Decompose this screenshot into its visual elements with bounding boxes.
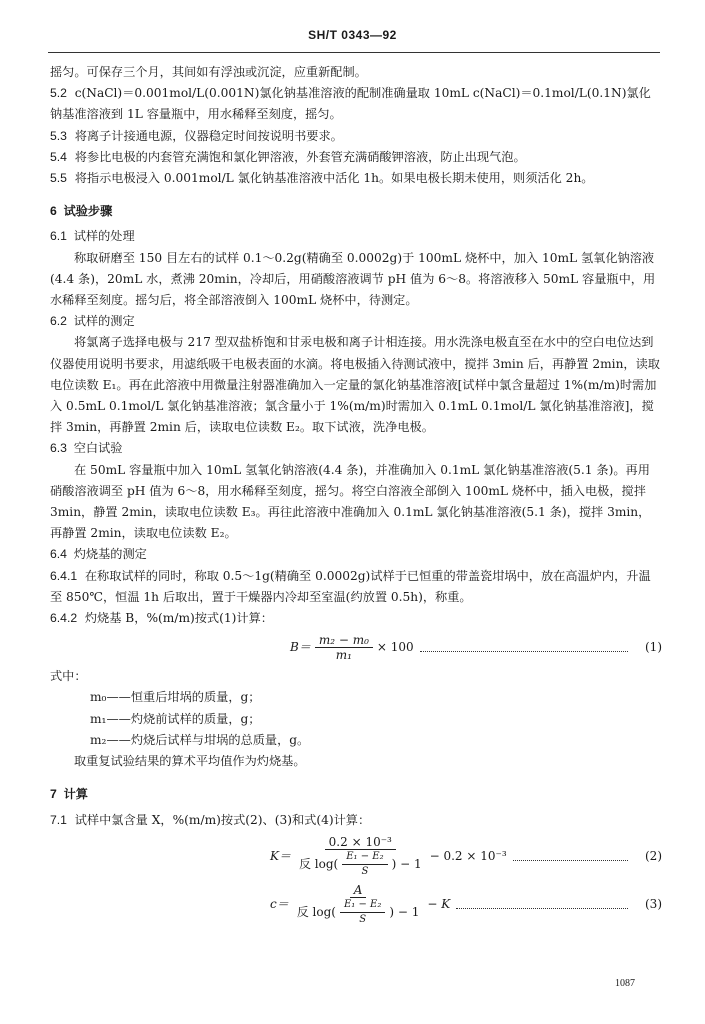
section-number: 6 <box>50 204 57 219</box>
antilog-prefix: 反 log( <box>296 905 336 920</box>
clause-number: 5.3 <box>50 128 67 143</box>
clause-6-2-text: 将氯离子选择电极与 217 型双盐桥饱和甘汞电极和离子计相连接。用水洗涤电极直至在水中的空白电位达到仪器使用说明书要求，用滤纸吸干电极表面的水滴。将电极插入待测试液中，搅拌 3min 后，再静置 2min，读取电位读数 E₁。再在此溶液中用微量注射器准确加入一定量的氯化钠基准溶液[试样中氯含量超过 1%(m/m)时需加入 0.5mL 0.1mol/L 氯化钠基准溶液；氯含量小于 1%(m/m)时需加入 0.1mL 0.1mol/L 氯化钠基准溶液]，搅拌 3min，再静置 2min 后，读取电位读数 E₂。取下试液，洗净电极。 <box>50 335 660 435</box>
inner-denominator: S <box>359 913 367 925</box>
leader-dots <box>513 860 628 861</box>
formula-3 <box>50 883 662 927</box>
denominator-suffix: ) − 1 <box>391 857 422 872</box>
page-number: 1087 <box>615 978 635 989</box>
clause-number: 6.3 <box>50 441 67 456</box>
formula-2 <box>50 835 662 879</box>
formula-lhs: c＝ <box>270 897 289 912</box>
denominator-suffix: ) − 1 <box>389 905 420 920</box>
clause-6-4-1 <box>50 566 662 608</box>
clause-6-4-heading <box>50 544 662 565</box>
formula-numerator: A <box>350 883 367 898</box>
inner-fraction <box>340 898 385 927</box>
conclusion-text: 取重复试验结果的算术平均值作为灼烧基。 <box>74 754 306 769</box>
clause-6-1-text: 称取研磨至 150 目左右的试样 0.1～0.2g(精确至 0.0002g)于 100mL 烧杯中，加入 10mL 氢氧化钠溶液(4.4 条)，20mL 水，煮沸 20min，冷却后，用硝酸溶液调节 pH 值为 6～8。将溶液移入 50mL 容量瓶中，用水稀释至刻度。摇匀后，将全部溶液倒入 100mL 烧杯中，待测定。 <box>50 250 656 308</box>
section-6-heading <box>50 201 662 222</box>
equation-number: (1) <box>645 640 662 655</box>
where-label: 式中： <box>50 669 87 684</box>
section-title: 试验步骤 <box>63 204 113 219</box>
document-body <box>50 62 662 931</box>
formula-suffix: − K <box>427 897 451 912</box>
clause-number: 5.5 <box>50 171 67 186</box>
formula-lhs: K＝ <box>270 849 291 864</box>
clause-6-4-2 <box>50 608 662 629</box>
clause-title: 空白试验 <box>73 441 123 456</box>
inner-fraction <box>342 850 387 879</box>
formula-numerator: m₂ − m₀ <box>315 633 373 648</box>
clause-title: 灼烧基的测定 <box>73 547 147 562</box>
clause-text: 将离子计接通电源，仪器稳定时间按说明书要求。 <box>74 128 343 143</box>
clause-text: 灼烧基 B，%(m/m)按式(1)计算： <box>84 611 273 626</box>
equation-number: (3) <box>645 897 662 912</box>
section-title: 计算 <box>63 787 88 802</box>
inner-numerator: E₁ − E₂ <box>342 850 387 865</box>
where-item-m2: m₂——灼烧后试样与坩埚的总质量，g。 <box>90 732 310 747</box>
formula-numerator: 0.2 × 10⁻³ <box>325 835 396 850</box>
formula-denominator: m₁ <box>335 648 352 663</box>
formula-fraction <box>295 835 426 879</box>
clause-number: 5.2 <box>50 86 67 101</box>
section-number: 7 <box>50 787 57 802</box>
inner-numerator: E₁ − E₂ <box>340 898 385 913</box>
clause-text: 将指示电极浸入 0.001mol/L 氯化钠基准溶液中活化 1h。如果电极长期未使用，则须活化 2h。 <box>74 171 594 186</box>
clause-number: 6.4.2 <box>50 611 78 626</box>
formula-fraction <box>293 883 424 927</box>
formula-suffix: − 0.2 × 10⁻³ <box>429 849 507 864</box>
leader-dots <box>456 908 628 909</box>
clause-7-1 <box>50 810 662 831</box>
formula-fraction <box>315 633 373 662</box>
clause-5-3 <box>50 126 662 147</box>
where-item-m1: m₁——灼烧前试样的质量，g； <box>90 711 261 726</box>
clause-number: 6.4.1 <box>50 568 78 583</box>
clause-text: 将参比电极的内套管充满饱和氯化钾溶液，外套管充满硝酸钾溶液，防止出现气泡。 <box>74 149 526 164</box>
clause-5-5 <box>50 168 662 189</box>
formula-lhs: B＝ <box>290 640 311 655</box>
clause-text: 在称取试样的同时，称取 0.5～1g(精确至 0.0002g)试样于已恒重的带盖瓷坩埚中，放在高温炉内，升温至 850℃，恒温 1h 后取出，置于干燥器内冷却至室温(约放置 0.5h)，称重。 <box>50 568 651 604</box>
clause-6-3-heading <box>50 438 662 459</box>
clause-5-2 <box>50 83 662 125</box>
clause-text: 试样中氯含量 X，%(m/m)按式(2)、(3)和式(4)计算： <box>74 812 371 827</box>
leader-dots <box>420 651 628 652</box>
formula-1 <box>50 633 662 662</box>
clause-5-4 <box>50 147 662 168</box>
clause-6-2-heading <box>50 311 662 332</box>
formula-suffix: × 100 <box>376 640 414 655</box>
header-rule <box>48 52 660 53</box>
clause-6-1-heading <box>50 226 662 247</box>
section-5-tail: 摇匀。可保存三个月，其间如有浮浊或沉淀，应重新配制。 <box>50 65 367 79</box>
clause-number: 7.1 <box>50 812 67 827</box>
formula-denominator <box>293 898 424 927</box>
where-item-m0: m₀——恒重后坩埚的质量，g； <box>90 690 261 705</box>
clause-number: 5.4 <box>50 149 67 164</box>
clause-number: 6.1 <box>50 229 67 244</box>
antilog-prefix: 反 log( <box>298 857 339 872</box>
clause-number: 6.4 <box>50 547 67 562</box>
clause-text: c(NaCl)＝0.001mol/L(0.001N)氯化钠基准溶液的配制准确量取 10mL c(NaCl)＝0.1mol/L(0.1N)氯化钠基准溶液到 1L 容量瓶中，用水稀释至刻度，摇匀。 <box>50 86 651 122</box>
equation-number: (2) <box>645 849 662 864</box>
page-header: SH/T 0343—92 <box>308 28 397 42</box>
clause-number: 6.2 <box>50 314 67 329</box>
formula-denominator <box>295 850 426 879</box>
clause-6-3-text: 在 50mL 容量瓶中加入 10mL 氢氧化钠溶液(4.4 条)，并准确加入 0.1mL 氯化钠基准溶液(5.1 条)。再用硝酸溶液调至 pH 值为 6～8，用水稀释至刻度，摇匀。将空白溶液全部倒入 100mL 烧杯中，插入电极，搅拌 3min，静置 2min，读取电位读数 E₃。再往此溶液中准确加入 0.1mL 氯化钠基准溶液(5.1 条)，搅拌 3min，再静置 2min，读取电位读数 E₂。 <box>50 462 651 541</box>
clause-title: 试样的测定 <box>73 314 135 329</box>
inner-denominator: S <box>361 865 369 877</box>
clause-title: 试样的处理 <box>73 229 135 244</box>
section-7-heading <box>50 784 662 805</box>
